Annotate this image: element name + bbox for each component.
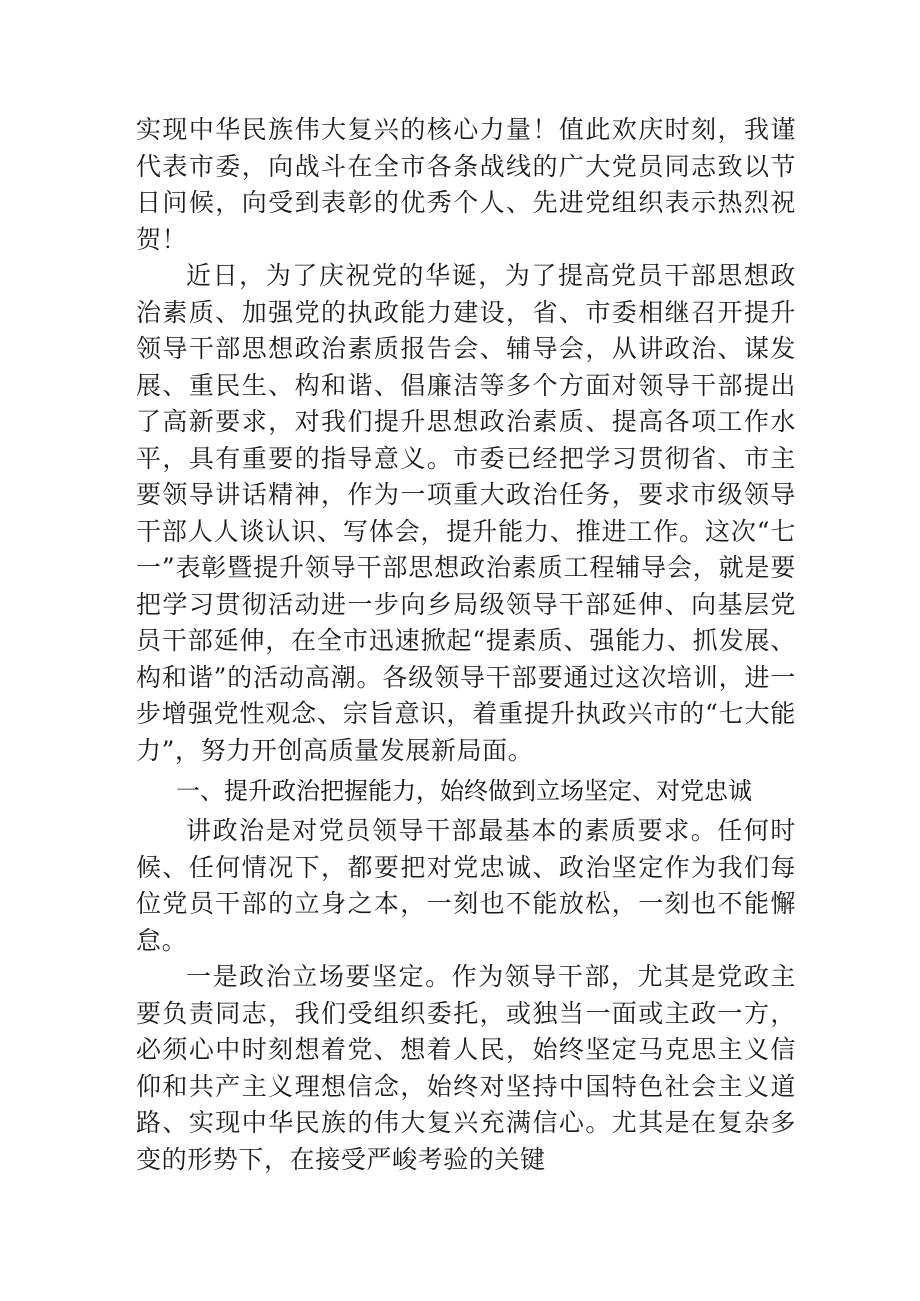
- section-heading: 一、提升政治把握能力，始终做到立场坚定、对党忠诚: [176, 777, 752, 805]
- body-paragraph-continuation: 实现中华民族伟大复兴的核心力量！值此欢庆时刻，我谨代表市委，向战斗在全市各条战线的广大党员同志致以节日问候，向受到表彰的优秀个人、先进党组织表示热烈祝贺！: [136, 115, 796, 254]
- body-paragraph-intro: 近日，为了庆祝党的华诞，为了提高党员干部思想政治素质、加强党的执政能力建设，省、市委相继召开提升领导干部思想政治素质报告会、辅导会，从讲政治、谋发展、重民生、构和谐、倡廉洁等多个方面对领导干部提出了高新要求，对我们提升思想政治素质、提高各项工作水平，具有重要的指导意义。市委已经把学习贯彻省、市主要领导讲话精神，作为一项重大政治任务，要求市级领导干部人人谈认识、写体会，提升能力、推进工作。这次“七一”表彰暨提升领导干部思想政治素质工程辅导会，就是要把学习贯彻活动进一步向乡局级领导干部延伸、向基层党员干部延伸，在全市迅速掀起“提素质、强能力、抓发展、构和谐”的活动高潮。各级领导干部要通过这次培训，进一步增强党性观念、宗旨意识，着重提升执政兴市的“七大能力”，努力开创高质量发展新局面。: [136, 261, 796, 765]
- section-paragraph-point-one: 一是政治立场要坚定。作为领导干部，尤其是党政主要负责同志，我们受组织委托，或独当一面或主政一方，必须心中时刻想着党、想着人民，始终坚定马克思主义信仰和共产主义理想信念，始终对坚持中国特色社会主义道路、实现中华民族的伟大复兴充满信心。尤其是在复杂多变的形势下，在接受严峻考验的关键: [136, 962, 796, 1174]
- section-paragraph-lead: 讲政治是对党员领导干部最基本的素质要求。任何时候、任何情况下，都要把对党忠诚、政治坚定作为我们每位党员干部的立身之本，一刻也不能放松，一刻也不能懈怠。: [136, 816, 796, 955]
- document-body: [136, 112, 796, 1178]
